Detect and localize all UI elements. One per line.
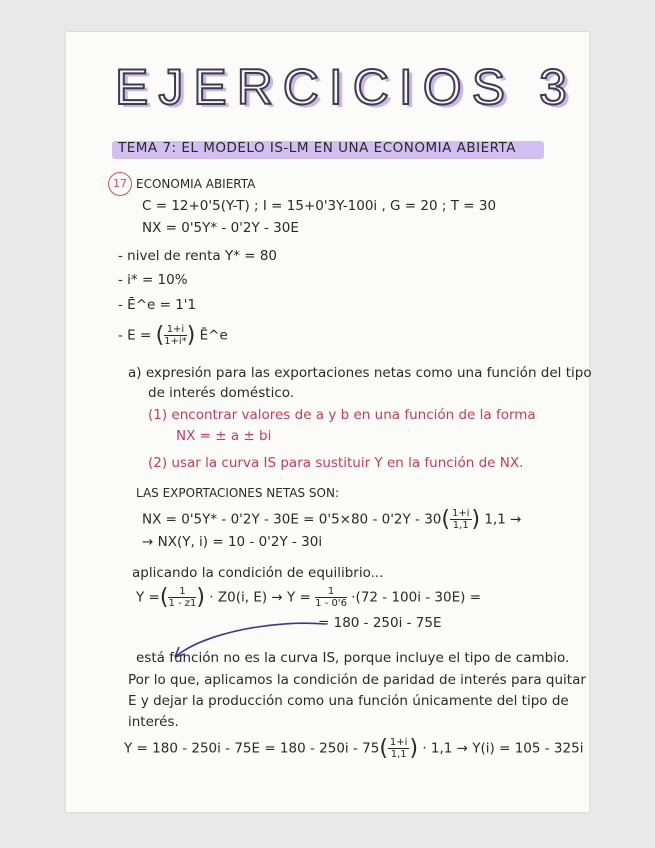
step-1: (1) encontrar valores de a y b en una función de la forma — [148, 407, 536, 423]
exchange-rate-prefix: - E = — [118, 327, 152, 344]
final-a: Y = 180 - 250i - 75E = 180 - 250i - 75 — [124, 740, 380, 757]
note-line3: E y dejar la producción como una función únicamente del tipo de — [128, 693, 569, 709]
exercise-number: 17 — [108, 172, 132, 196]
equation-nx: NX = 0'5Y* - 0'2Y - 30E — [142, 220, 299, 236]
output-mid: · Z0(i, E) → Y = — [209, 589, 311, 606]
final-b: · 1,1 → Y(i) = 105 - 325i — [422, 740, 584, 757]
fraction-denominator: 1,1 — [452, 520, 469, 531]
step-2: (2) usar la curva IS para sustituir Y en la función de NX. — [148, 455, 524, 471]
part-a-line1: a) expresión para las exportaciones netas como una función del tipo — [128, 365, 592, 381]
output-equation — [136, 585, 481, 610]
note-line4: interés. — [128, 714, 179, 730]
bullet-interest: - i* = 10% — [118, 272, 188, 288]
part-a-line2: de interés doméstico. — [148, 385, 295, 401]
nx-derivation-b: 1,1 → — [484, 511, 522, 528]
multiplier-fraction — [168, 586, 196, 609]
exercise-heading: ECONOMIA ABIERTA — [136, 177, 256, 191]
fraction-numerator: 1+i — [389, 737, 408, 748]
note-line1: está función no es la curva IS, porque incluye el tipo de cambio. — [136, 650, 570, 666]
output-prefix: Y = — [136, 589, 160, 606]
paren-close: ) — [186, 323, 196, 348]
output-result: = 180 - 250i - 75E — [318, 615, 442, 631]
fraction-denominator: 1 - 0'6 — [315, 598, 347, 609]
paren-open: ( — [379, 736, 388, 761]
paren-open: ( — [155, 323, 165, 348]
fraction-numerator: 1+i — [164, 324, 187, 336]
fraction-numerator: 1 — [315, 586, 347, 598]
topic-heading: TEMA 7: EL MODELO IS-LM EN UNA ECONOMIA ABIERTA — [118, 140, 516, 156]
exchange-rate-suffix: Ē^e — [199, 327, 228, 344]
multiplier-fraction-2 — [315, 586, 347, 609]
equilibrium-label: aplicando la condición de equilibrio... — [132, 565, 384, 581]
fraction-numerator: 1 — [168, 586, 196, 598]
paren-open: ( — [441, 507, 450, 532]
paren-open: ( — [159, 585, 169, 610]
final-fraction — [388, 737, 410, 760]
bullet-exchange-rate — [118, 323, 228, 348]
page-title: EJERCICIOS 3 — [115, 59, 577, 115]
paren-close: ) — [196, 585, 205, 610]
equation-consumption: C = 12+0'5(Y-T) ; I = 15+0'3Y-100i , G = 20 ; T = 30 — [142, 198, 497, 214]
nx-derivation — [142, 507, 521, 532]
fraction-denominator: 1,1 — [390, 749, 407, 760]
note-line2: Por lo que, aplicamos la condición de paridad de interés para quitar — [128, 672, 586, 688]
work-label: LAS EXPORTACIONES NETAS SON: — [136, 486, 339, 500]
paren-close: ) — [409, 736, 419, 761]
fraction-denominator: 1 - z1 — [168, 598, 197, 609]
nx-fraction — [450, 508, 472, 531]
fraction-numerator: 1+i — [451, 508, 470, 519]
step-1-form: NX = ± a ± bi — [176, 428, 272, 444]
exchange-rate-fraction — [164, 324, 187, 347]
nx-result: → NX(Y, i) = 10 - 0'2Y - 30i — [142, 534, 323, 550]
output-tail: ·(72 - 100i - 30E) = — [351, 589, 482, 606]
nx-derivation-a: NX = 0'5Y* - 0'2Y - 30E = 0'5×80 - 0'2Y - 30 — [142, 511, 442, 528]
final-equation — [124, 736, 583, 761]
bullet-income: - nivel de renta Y* = 80 — [118, 248, 278, 264]
fraction-denominator: 1+i* — [164, 336, 187, 347]
bullet-expected-rate: - Ē^e = 1'1 — [118, 297, 197, 313]
paren-close: ) — [471, 507, 481, 532]
